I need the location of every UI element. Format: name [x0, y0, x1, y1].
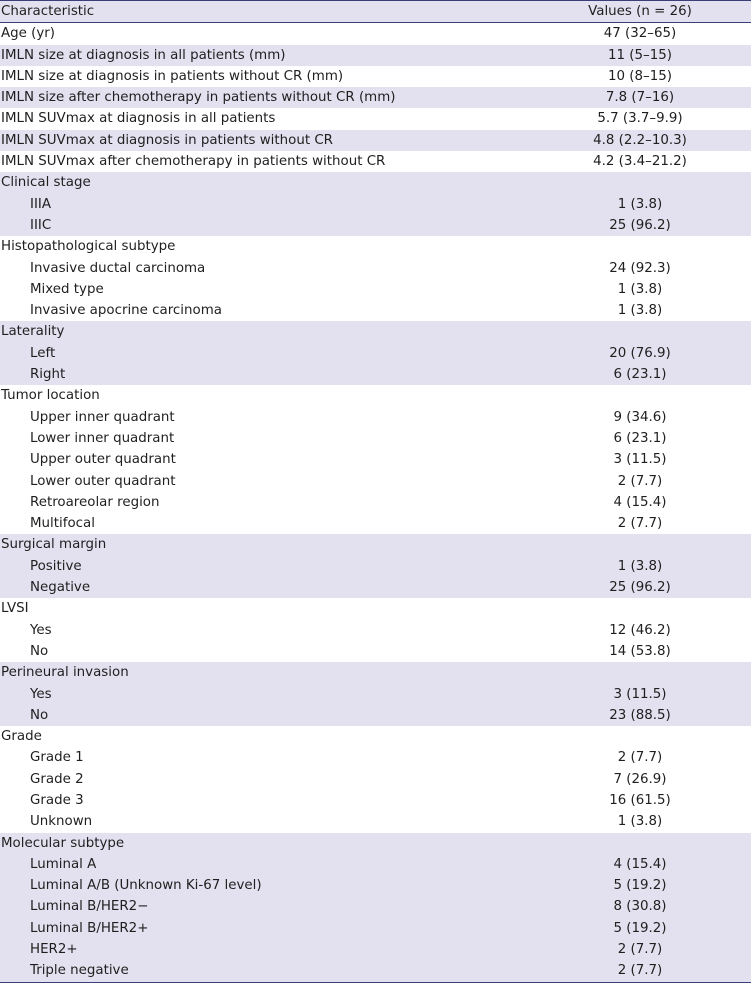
table-row: [0, 854, 751, 875]
row-label: Left: [30, 345, 56, 361]
header-values: Values (n = 26): [588, 4, 692, 19]
row-label: Luminal A: [30, 856, 97, 872]
table-row: [0, 428, 751, 449]
table-row: [0, 66, 751, 87]
row-label: Lower inner quadrant: [30, 430, 175, 446]
row-label: Right: [30, 367, 66, 383]
group-label: Surgical margin: [1, 537, 107, 553]
table-row: [0, 343, 751, 364]
row-value: 11 (5–15): [608, 47, 672, 63]
table-row: [0, 194, 751, 215]
table-row: [0, 513, 751, 534]
row-value: 24 (92.3): [609, 260, 671, 276]
row-label: Upper inner quadrant: [30, 409, 175, 425]
row-label: Yes: [30, 686, 52, 702]
table-row: [0, 151, 751, 172]
row-value: 23 (88.5): [609, 707, 671, 723]
row-label: Unknown: [30, 814, 93, 830]
table-row: [0, 108, 751, 129]
row-value: 3 (11.5): [613, 686, 667, 702]
table-row: [0, 918, 751, 939]
row-value: 47 (32–65): [603, 26, 677, 42]
table-row: [0, 130, 751, 151]
row-label: Grade 3: [30, 792, 84, 808]
table-row: [0, 705, 751, 726]
row-label: Invasive apocrine carcinoma: [30, 303, 222, 319]
table-row: [0, 747, 751, 768]
row-label: Invasive ductal carcinoma: [30, 260, 206, 276]
row-value: 4.2 (3.4–21.2): [593, 154, 687, 170]
row-label: IIIA: [30, 196, 52, 212]
row-value: 7.8 (7–16): [605, 90, 675, 106]
row-value: 3 (11.5): [613, 452, 667, 468]
group-label: Histopathological subtype: [1, 239, 176, 255]
table-group-row: [0, 662, 751, 683]
row-value: 1 (3.8): [617, 814, 663, 830]
row-label: Upper outer quadrant: [30, 452, 176, 468]
table-group-row: [0, 598, 751, 619]
row-label: IIIC: [30, 217, 52, 233]
table-row: [0, 620, 751, 641]
table-row: [0, 896, 751, 917]
table-group-row: [0, 833, 751, 854]
row-label: IMLN size at diagnosis in patients without CR (mm): [1, 68, 344, 84]
row-label: Luminal B/HER2−: [30, 899, 149, 915]
table-row: [0, 407, 751, 428]
row-label: IMLN SUVmax after chemotherapy in patients without CR: [1, 154, 386, 170]
table-group-row: [0, 321, 751, 342]
table-group-row: [0, 236, 751, 257]
table-group-row: [0, 172, 751, 193]
table-row: [0, 449, 751, 470]
row-value: 25 (96.2): [609, 217, 671, 233]
table-row: [0, 769, 751, 790]
table-row: [0, 258, 751, 279]
row-value: 25 (96.2): [609, 580, 671, 596]
table-row: [0, 87, 751, 108]
row-value: 2 (7.7): [617, 516, 663, 532]
group-label: Clinical stage: [1, 175, 91, 191]
table-row: [0, 279, 751, 300]
row-label: Lower outer quadrant: [30, 473, 176, 489]
row-value: 4 (15.4): [613, 494, 667, 510]
group-label: Tumor location: [1, 388, 100, 404]
row-value: 2 (7.7): [617, 473, 663, 489]
row-label: Luminal A/B (Unknown Ki-67 level): [30, 878, 262, 894]
table-group-row: [0, 726, 751, 747]
table-row: [0, 641, 751, 662]
row-value: 2 (7.7): [617, 942, 663, 958]
table-row: [0, 960, 751, 981]
row-label: Negative: [30, 580, 91, 596]
row-label: No: [30, 707, 49, 723]
row-value: 6 (23.1): [613, 430, 667, 446]
row-label: IMLN SUVmax at diagnosis in all patients: [1, 111, 276, 127]
header-characteristic: Characteristic: [1, 4, 95, 19]
row-label: IMLN size at diagnosis in all patients (mm): [1, 47, 286, 63]
row-label: Triple negative: [30, 963, 129, 979]
row-value: 2 (7.7): [617, 963, 663, 979]
row-value: 4.8 (2.2–10.3): [593, 132, 687, 148]
row-label: HER2+: [30, 942, 78, 958]
table-row: [0, 875, 751, 896]
table-group-row: [0, 534, 751, 555]
table-row: [0, 45, 751, 66]
row-value: 2 (7.7): [617, 750, 663, 766]
table-row: [0, 811, 751, 832]
row-value: 12 (46.2): [609, 622, 671, 638]
table-row: [0, 471, 751, 492]
table-row: [0, 492, 751, 513]
table-row: [0, 939, 751, 960]
row-value: 5 (19.2): [613, 920, 667, 936]
table-row: [0, 364, 751, 385]
row-value: 16 (61.5): [609, 792, 671, 808]
row-label: Grade 2: [30, 771, 84, 787]
table-row: [0, 556, 751, 577]
row-label: Luminal B/HER2+: [30, 920, 149, 936]
row-label: Grade 1: [30, 750, 84, 766]
group-label: Laterality: [1, 324, 65, 340]
group-label: Molecular subtype: [1, 835, 125, 851]
row-label: IMLN size after chemotherapy in patients without CR (mm): [1, 90, 396, 106]
row-label: Mixed type: [30, 281, 104, 297]
row-value: 5 (19.2): [613, 878, 667, 894]
row-label: Positive: [30, 558, 82, 574]
row-value: 8 (30.8): [613, 899, 667, 915]
table-row: [0, 684, 751, 705]
row-value: 1 (3.8): [617, 196, 663, 212]
table-row: [0, 215, 751, 236]
table-row: [0, 790, 751, 811]
row-value: 10 (8–15): [608, 68, 672, 84]
row-label: Yes: [30, 622, 52, 638]
row-value: 1 (3.8): [617, 558, 663, 574]
group-label: Grade: [1, 729, 42, 745]
row-label: Retroareolar region: [30, 494, 160, 510]
group-label: LVSI: [1, 601, 29, 617]
row-value: 9 (34.6): [613, 409, 667, 425]
group-label: Perineural invasion: [1, 665, 129, 681]
row-value: 4 (15.4): [613, 856, 667, 872]
row-label: Age (yr): [1, 26, 56, 42]
row-label: No: [30, 643, 49, 659]
row-value: 5.7 (3.7–9.9): [597, 111, 683, 127]
table-header-row: [0, 1, 751, 23]
row-value: 20 (76.9): [609, 345, 671, 361]
table-group-row: [0, 385, 751, 406]
row-label: IMLN SUVmax at diagnosis in patients without CR: [1, 132, 333, 148]
table-row: [0, 300, 751, 321]
table-row: [0, 23, 751, 44]
table-body: [0, 23, 751, 981]
row-value: 1 (3.8): [617, 281, 663, 297]
row-value: 7 (26.9): [613, 771, 667, 787]
row-value: 6 (23.1): [613, 367, 667, 383]
row-value: 14 (53.8): [609, 643, 671, 659]
table-row: [0, 577, 751, 598]
row-label: Multifocal: [30, 516, 95, 532]
row-value: 1 (3.8): [617, 303, 663, 319]
